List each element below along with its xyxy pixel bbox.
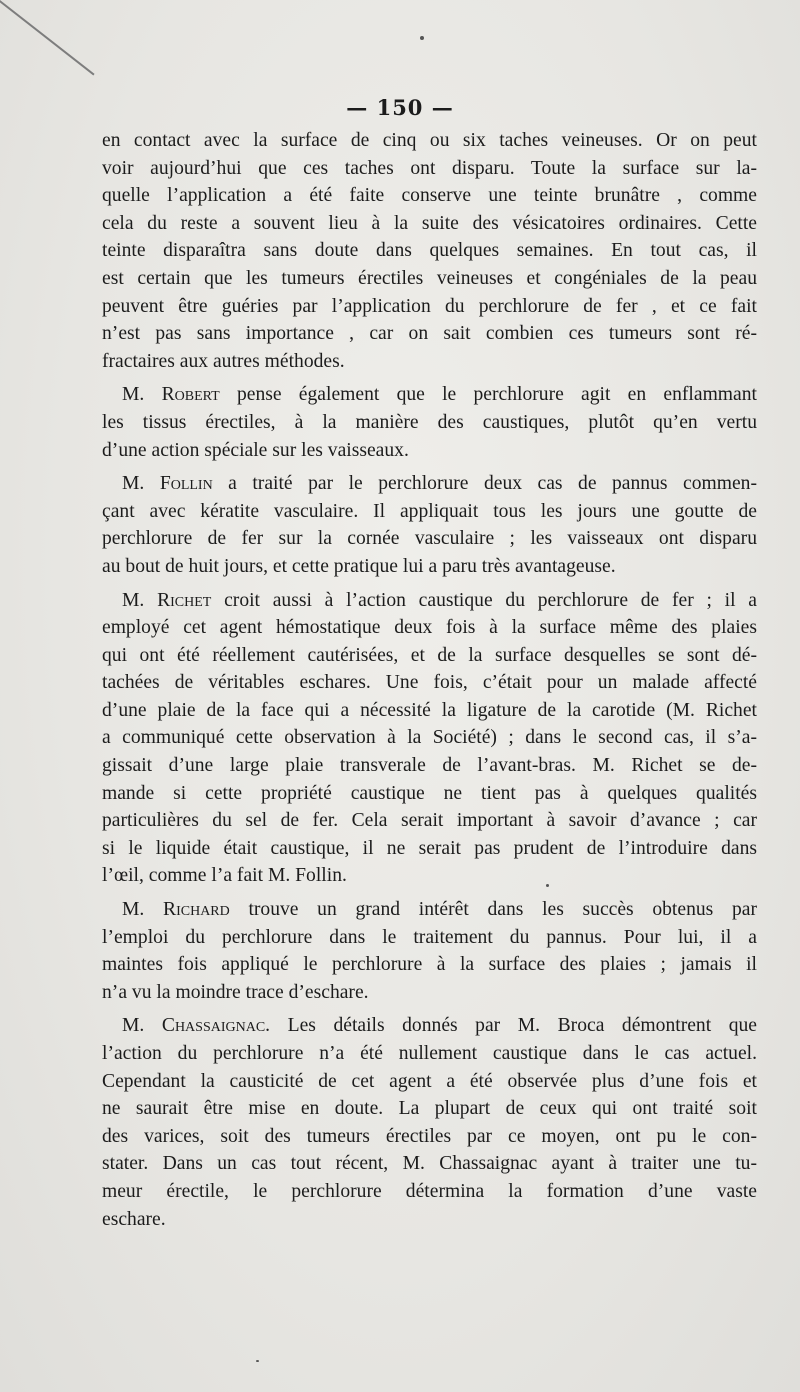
text-line: cela du reste a souvent lieu à la suite des vésicatoires ordinaires. Cette [102,212,757,234]
text-line: qui ont été réellement cautérisées, et de la surface desquelles se sont dé- [102,644,757,666]
text-line: peuvent être guéries par l’application du perchlorure de fer , et ce fait [102,295,757,317]
line-rest: croit aussi à l’action caustique du perchlorure de fer ; il a [211,589,757,611]
text-line: fractaires aux autres méthodes. [102,350,345,372]
text-line: des varices, soit des tumeurs érectiles par ce moyen, ont pu le con- [102,1125,757,1147]
speaker-prefix: M. [122,473,160,495]
speaker-prefix: M. [122,589,158,611]
speaker-name: Follin [159,473,213,495]
text-line: d’une plaie de la face qui a nécessité la ligature de la carotide (M. Richet [102,699,757,721]
page-corner-crease [0,0,95,75]
line-rest: Les détails donnés par M. Broca démontrent que [270,1015,757,1037]
paragraph-chassaignac [102,1012,757,1233]
speaker-prefix: M. [122,899,164,921]
text-line: si le liquide était caustique, il ne serait pas prudent de l’introduire dans [102,837,757,859]
text-line: çant avec kératite vasculaire. Il appliquait tous les jours une goutte de [102,500,757,522]
text-line: a communiqué cette observation à la Société) ; dans le second cas, il s’a- [102,727,757,749]
text-line: d’une action spéciale sur les vaisseaux. [102,439,409,461]
text-line: est certain que les tumeurs érectiles veineuses et congéniales de la peau [102,267,757,289]
text-line: quelle l’application a été faite conserve une teinte brunâtre , comme [102,185,757,207]
paragraph-richet [102,587,757,891]
text-line: Cependant la causticité de cet agent a été observée plus d’une fois et [102,1070,757,1092]
speaker-name: Richard [163,899,230,921]
body-text [102,127,757,1239]
text-line: mande si cette propriété caustique ne tient pas à quelques qualités [102,782,757,804]
text-line: les tissus érectiles, à la manière des caustiques, plutôt qu’en vertu [102,411,757,433]
text-line: l’action du perchlorure n’a été nullement caustique dans le cas actuel. [102,1043,757,1064]
text-line: l’œil, comme l’a fait M. Follin. [102,865,347,887]
text-line: n’a vu la moindre trace d’eschare. [102,981,369,1003]
speaker-prefix: M. [122,384,162,406]
text-line: ne saurait être mise en doute. La plupart de ceux qui ont traité soit [102,1098,757,1120]
text-line [102,1012,757,1040]
ink-speck [420,36,424,40]
paragraph-robert [102,381,757,464]
line-rest: a traité par le perchlorure deux cas de pannus commen- [212,473,757,495]
paragraph-follin [102,470,757,580]
text-line: meur érectile, le perchlorure détermina la formation d’une vaste [102,1180,757,1202]
speaker-name: Chassaignac. [161,1015,271,1037]
text-line: en contact avec la surface de cinq ou six taches veineuses. Or on peut [102,130,757,151]
text-line: employé cet agent hémostatique deux fois à la surface même des plaies [102,617,757,639]
text-line: teinte disparaîtra sans doute dans quelques semaines. En tout cas, il [102,240,757,262]
text-line [102,587,757,615]
text-line: perchlorure de fer sur la cornée vasculaire ; les vaisseaux ont disparu [102,528,757,550]
text-line: stater. Dans un cas tout récent, M. Chassaignac ayant à traiter une tu- [102,1153,757,1175]
speaker-name: Robert [161,384,220,406]
text-line [102,470,757,498]
paragraph-continuation [102,127,757,375]
text-line [102,896,757,924]
line-rest: pense également que le perchlorure agit en enflammant [219,384,757,406]
ink-speck [256,1360,259,1362]
text-line: tachées de véritables eschares. Une fois, c’était pour un malade affecté [102,672,757,694]
text-line: gissait d’une large plaie transverale de l’avant-bras. M. Richet se de- [102,755,757,777]
text-line: l’emploi du perchlorure dans le traitement du pannus. Pour lui, il a [102,926,757,948]
text-line: n’est pas sans importance , car on sait combien ces tumeurs sont ré- [102,323,757,345]
page-number: — 150 — [346,95,454,120]
text-line: particulières du sel de fer. Cela serait important à savoir d’avance ; car [102,810,757,832]
text-line: voir aujourd’hui que ces taches ont disparu. Toute la surface sur la- [102,157,757,179]
line-rest: trouve un grand intérêt dans les succès obtenus par [229,899,757,921]
text-line [102,381,757,409]
paragraph-richard [102,896,757,1006]
text-line: maintes fois appliqué le perchlorure à la surface des plaies ; jamais il [102,954,757,976]
speaker-prefix: M. [122,1015,162,1037]
text-line: eschare. [102,1208,166,1230]
text-line: au bout de huit jours, et cette pratique lui a paru très avantageuse. [102,555,616,577]
speaker-name: Richet [157,589,212,611]
